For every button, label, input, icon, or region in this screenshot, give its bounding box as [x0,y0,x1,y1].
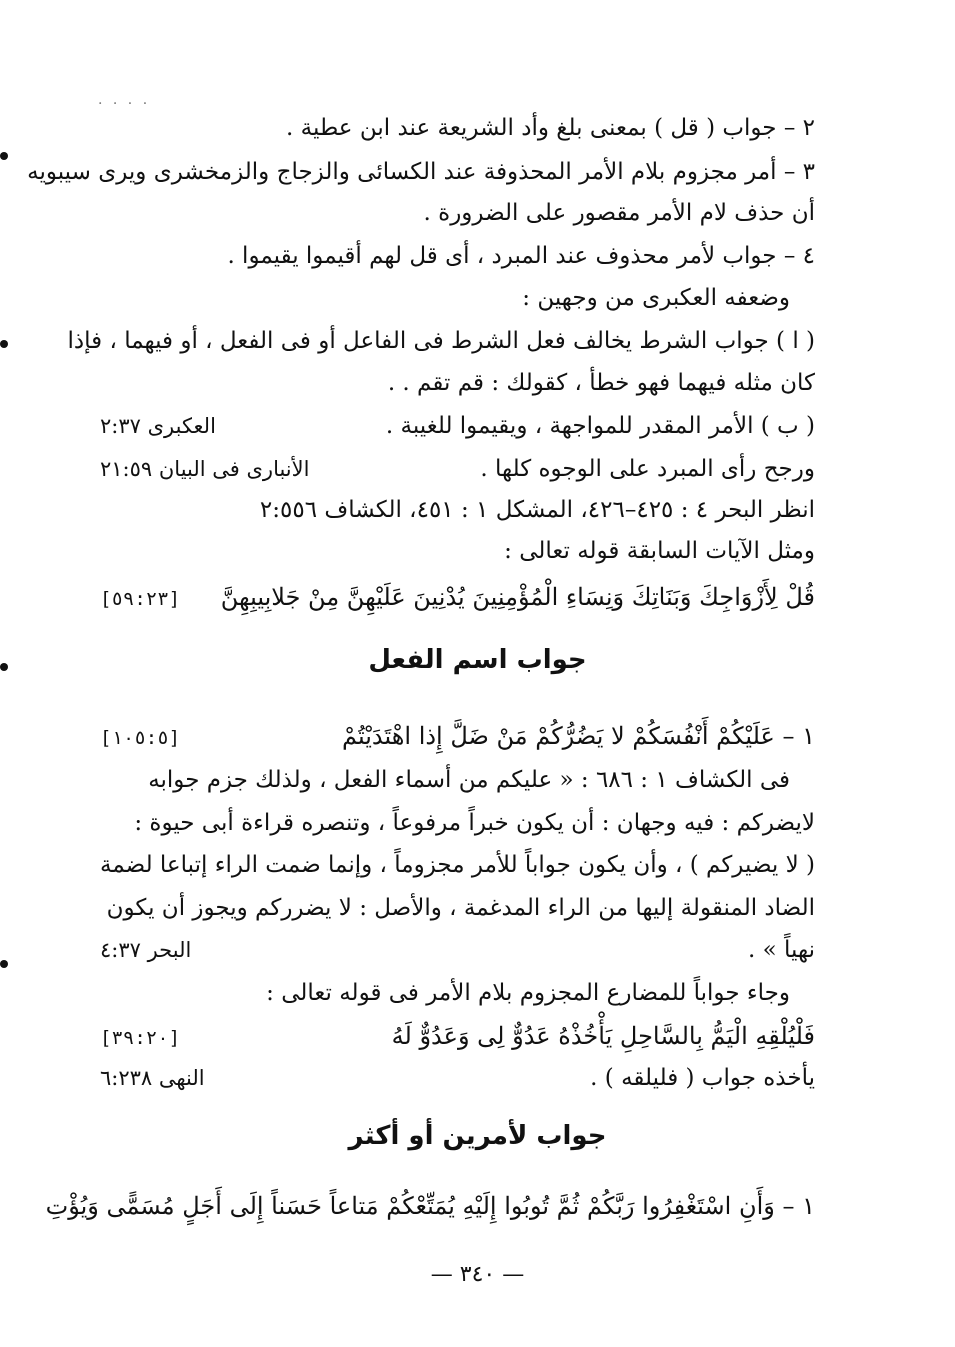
verse-text: ١ – عَلَيْكُمْ أَنْفُسَكُمْ لا يَضُرُّكُمْ مَنْ ضَلَّ إِذا اهْتَدَيْتُمْ [342,722,815,750]
quran-verse-line: ١ – وَأَنِ اسْتَغْفِرُوا رَبَّكُمْ ثُمَّ تُوبُوا إِلَيْهِ يُمَتِّعْكُمْ مَتاعاً حَسَناً إِلَى أَجَلٍ مُسَمًّى وَيُؤْتِ [45,1192,815,1220]
verse-reference: [٥٩:٢٣] [100,588,181,610]
text-line: لايضركم : فيه وجهان : أن يكون خبراً مرفوعاً ، وتنصره قراءة أبى حيوة : [134,810,815,836]
verse-reference: [٣٩:٢٠] [100,1027,181,1049]
scan-specks: · · · · [98,96,151,112]
section-heading: جواب اسم الفعل [368,645,587,675]
page-number: — ٣٤٠ — [430,1262,525,1287]
text-segment: ورجح رأى المبرد على الوجوه كلها . [480,456,815,482]
text-line: فى الكشاف ١ : ٦٨٦ : « عليكم من أسماء الفعل ، ولذلك جزم جوابه [148,767,790,793]
text-line: ٢ – جواب ( قل ) بمعنى بلغ وأد الشريعة عند ابن عطية . [286,115,815,141]
citation: النهى ٦:٢٣٨ [100,1066,205,1090]
text-line: كان مثله فيهما فهو خطأ ، كقولك : قم تقم . . [387,370,815,396]
text-line: ( لا يضيركم ) ، وأن يكون جواباً للأمر مجزوماً ، وإنما ضمت الراء إتباعا لضمة [100,852,815,878]
text-segment: نهياً » . [748,937,815,963]
verse-text: فَلْيُلْقِهِ الْيَمُّ بِالسَّاحِلِ يَأْخُذْهُ عَدُوٌّ لِى وَعَدُوٌّ لَهُ [391,1022,815,1050]
text-segment: ( ب ) الأمر المقدر للمواجهة ، ويقيموا للغيبة . [385,413,815,439]
text-line: انظر البحر ٤ : ٤٢٥–٤٢٦، المشكل ١ : ٤٥١، الكشاف ٢:٥٥٦ [259,497,815,523]
text-segment: يأخذه جواب ( فليلقه ) . [590,1065,815,1091]
verse-reference: [١٠٥:٥] [100,727,181,749]
text-line: ومثل الآيات السابقة قوله تعالى : [504,538,815,564]
citation: الأنبارى فى البيان ٢١:٥٩ [100,457,310,481]
text-line: ( ا ) جواب الشرط يخالف فعل الشرط فى الفاعل أو فى الفعل ، أو فيهما ، فإذا [67,328,815,354]
text-line-with-ref [100,1058,815,1098]
text-line: وجاء جواباً للمضارع المجزوم بلام الأمر فى قوله تعالى : [266,980,790,1006]
margin-mark [0,960,8,968]
text-line-with-ref [100,406,815,446]
text-line: وضعفه العكبرى من وجهين : [522,285,790,311]
text-line: ٤ – جواب لأمر محذوف عند المبرد ، أى قل لهم أقيموا يقيموا . [227,243,815,269]
section-heading: جواب لأمرين أو أكثر [348,1121,607,1151]
quran-verse-line [100,577,815,617]
text-line: أن حذف لام الأمر مقصور على الضرورة . [423,200,815,226]
margin-mark [0,340,8,348]
quran-verse-line [100,1016,815,1056]
text-line-with-ref [100,449,815,489]
citation: العكبرى ٢:٣٧ [100,414,216,438]
verse-text: قُلْ لِأَزْوَاجِكَ وَبَنَاتِكَ وَنِسَاءِ الْمُؤْمِنِينَ يُدْنِينَ عَلَيْهِنَّ مِنْ جَلابِيبِهِنَّ [220,583,815,611]
text-line: الضاد المنقولة إليها من الراء المدغمة ، والأصل : لا يضرركم ويجوز أن يكون [106,895,815,921]
margin-mark [0,152,8,160]
text-line: ٣ – أمر مجزوم بلام الأمر المحذوفة عند الكسائى والزجاج والزمخشرى ويرى سيبويه [27,159,815,185]
quran-verse-line [100,716,815,756]
text-line-with-ref [100,930,815,970]
citation: البحر ٤:٣٧ [100,938,192,962]
